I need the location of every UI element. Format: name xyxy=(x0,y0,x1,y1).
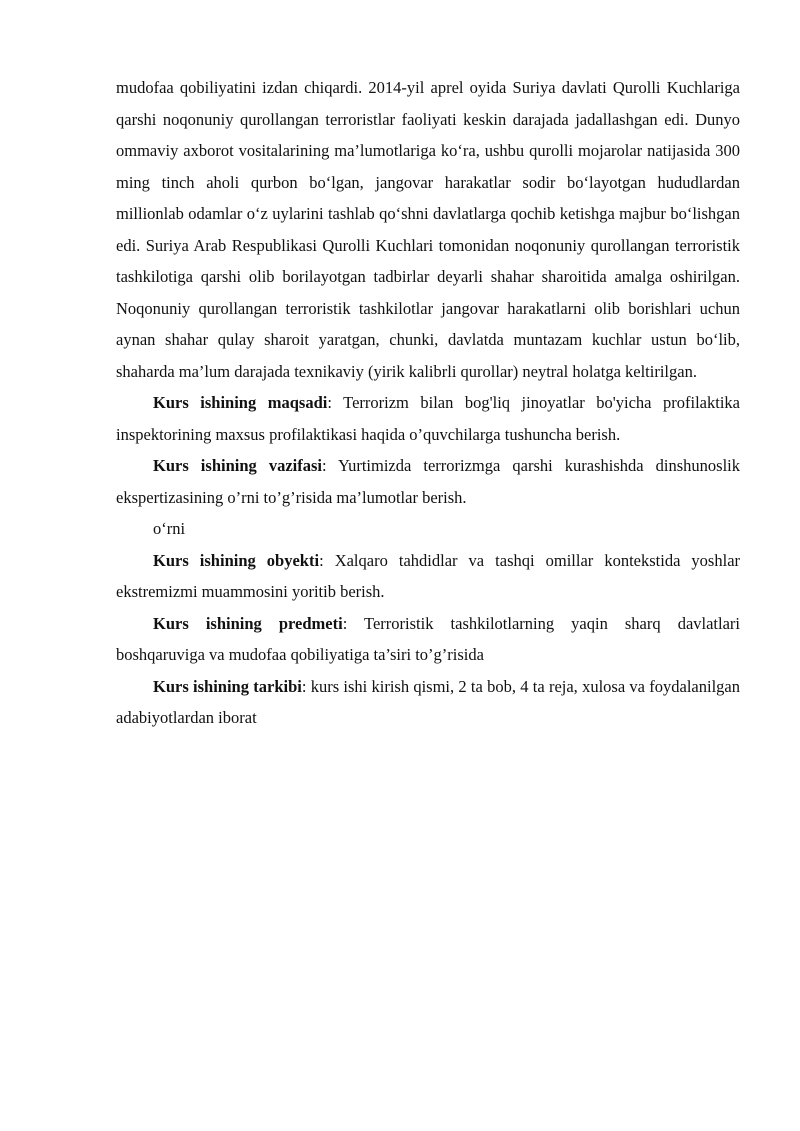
vazifasi-label: Kurs ishining vazifasi xyxy=(153,456,322,475)
maqsadi-label: Kurs ishining maqsadi xyxy=(153,393,328,412)
vazifasi-paragraph xyxy=(116,450,740,513)
tarkibi-paragraph xyxy=(116,671,740,734)
obyekti-paragraph xyxy=(116,545,740,608)
stray-word-line: o‘rni xyxy=(153,519,186,538)
maqsadi-paragraph xyxy=(116,387,740,450)
predmeti-text: : Terroristik tashkilotlarning yaqin sharq davlatlari boshqaruviga va mudofaa qobiliyatiga ta’siri to’g’risida xyxy=(116,613,740,664)
tarkibi-label: Kurs ishining tarkibi xyxy=(153,676,302,696)
obyekti-label: Kurs ishining obyekti xyxy=(153,550,320,570)
tarkibi-text: : kurs ishi kirish qismi, 2 ta bob, 4 ta reja, xulosa va foydalanilgan adabiyotlardan iborat xyxy=(116,676,740,727)
vazifasi-text: : Yurtimizda terrorizmga qarshi kurashishda dinshunoslik ekspertizasining o’rni to’g’risida ma’lumotlar berish. xyxy=(116,456,740,507)
intro-paragraph: mudofaa qobiliyatini izdan chiqardi. 2014-yil aprel oyida Suriya davlati Qurolli Kuchlariga qarshi noqonuniy qurollangan terroristlar faoliyati keskin darajada jadallashgan edi. Dunyo ommaviy axborot vositalarining ma’lumotlariga ko‘ra, ushbu qurolli mojarolar natijasida 300 ming tinch aholi qurbon bo‘lgan, jangovar harakatlar sodir bo‘layotgan hududlardan millionlab odamlar o‘z uylarini tashlab qo‘shni davlatlarga qochib ketishga majbur bo‘lishgan edi. Suriya Arab Respublikasi Qurolli Kuchlari tomonidan noqonuniy qurollangan terroristik tashkilotiga qarshi olib borilayotgan tadbirlar deyarli shahar sharoitida amalga oshirilgan. Noqonuniy qurollangan terroristik tashkilotlar jangovar harakatlarni olib borishlari uchun aynan shahar qulay sharoit yaratgan, chunki, davlatda muntazam kuchlar ustun bo‘lib, shaharda ma’lum darajada texnikaviy (yirik kalibrli qurollar) neytral holatga keltirilgan. xyxy=(116,78,740,381)
maqsadi-text: : Terrorizm bilan bog'liq jinoyatlar bo'yicha profilaktika inspektorining maxsus profilaktikasi haqida o’quvchilarga tushuncha berish. xyxy=(116,393,740,444)
predmeti-paragraph xyxy=(116,608,740,671)
obyekti-text: : Xalqaro tahdidlar va tashqi omillar kontekstida yoshlar ekstremizmi muammosini yoritib berish. xyxy=(116,550,741,601)
document-page xyxy=(116,72,740,734)
predmeti-label: Kurs ishining predmeti xyxy=(153,613,343,633)
